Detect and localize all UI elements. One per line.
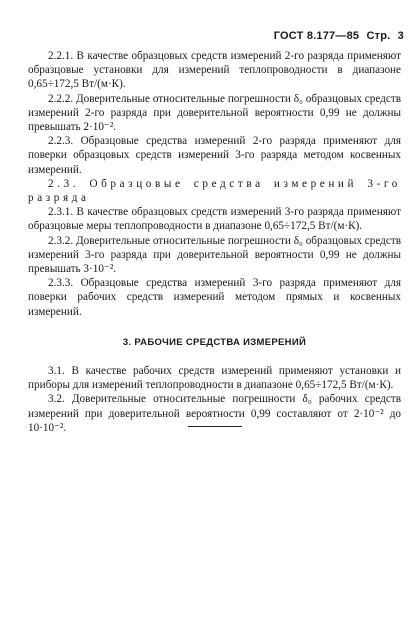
- paragraph-2-2-3: 2.2.3. Образцовые средства измерений 2-го разряда применяют для поверки образцовых средств измерений 3-го разряда методом косвенных измерений.: [28, 135, 401, 176]
- page-header: [270, 30, 404, 42]
- standard-number: ГОСТ 8.177—85: [273, 30, 360, 42]
- page-label: Стр.: [366, 30, 391, 42]
- end-rule: [188, 426, 242, 427]
- paragraph-3-1: 3.1. В качестве рабочих средств измерений применяют установки и приборы для измерений теплопроводности в диапазоне 0,65÷172,5 Вт/(м·К).: [28, 365, 401, 392]
- paragraph-2-3-3: 2.3.3. Образцовые средства измерений 3-го разряда применяют для поверки рабочих средств измерений методом прямых и косвенных измерений.: [28, 277, 401, 318]
- paragraph-2-3-2: 2.3.2. Доверительные относительные погрешности δ₀ образцовых средств измерений 3-го разряда при доверительной вероятности 0,99 не должны превышать 3·10⁻².: [28, 234, 401, 276]
- page-number: 3: [397, 30, 404, 42]
- paragraph-2-2-1: 2.2.1. В качестве образцовых средств измерений 2-го разряда применяют образцовые установки для измерений теплопроводности в диапазоне 0,65÷172,5 Вт/(м·К).: [28, 50, 401, 91]
- paragraph-2-3-1: 2.3.1. В качестве образцовых средств измерений 3-го разряда применяют образцовые меры теплопроводности в диапазоне 0,65÷172,5 Вт/(м·К).: [28, 206, 401, 233]
- section-title-3: 3. РАБОЧИЕ СРЕДСТВА ИЗМЕРЕНИЙ: [122, 336, 307, 348]
- paragraph-2-2-2: 2.2.2. Доверительные относительные погрешности δ₀ образцовых средств измерений 2-го разряда при доверительной вероятности 0,99 не должны превышать 2·10⁻².: [28, 92, 401, 134]
- document-body: [28, 49, 401, 435]
- paragraph-3-2: 3.2. Доверительные относительные погрешности δ₀ рабочих средств измерений при доверительной вероятности 0,99 составляют от 2·10⁻² до 10·10⁻².: [28, 393, 401, 434]
- subsection-title-2-3: 2.3. Образцовые средства измерений 3-го разряда: [28, 177, 401, 205]
